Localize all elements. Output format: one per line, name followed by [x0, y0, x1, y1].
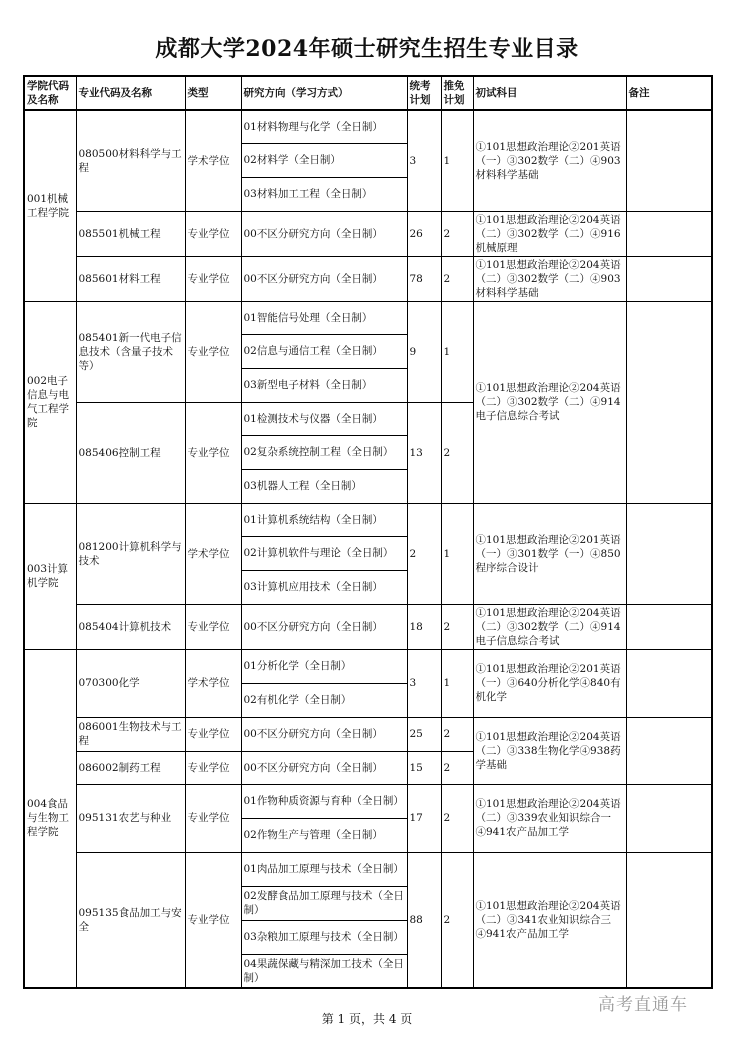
major-cell: 085404计算机技术 — [76, 604, 185, 649]
table-row — [24, 256, 712, 301]
admissions-table — [23, 75, 713, 989]
remark-cell — [626, 649, 712, 717]
major-cell: 085406控制工程 — [76, 402, 185, 503]
direction-cell: 03杂粮加工原理与技术（全日制） — [241, 920, 407, 954]
type-cell: 专业学位 — [185, 717, 241, 751]
direction-cell: 01智能信号处理（全日制） — [241, 301, 407, 334]
col-header-subjects: 初试科目 — [473, 76, 626, 110]
exam-plan-cell: 3 — [407, 110, 441, 211]
subjects-cell: ①101思想政治理论②204英语（二）③339农业知识综合一④941农产品加工学 — [473, 784, 626, 852]
subjects-cell: ①101思想政治理论②204英语（二）③338生物化学④938药学基础 — [473, 717, 626, 784]
type-cell: 专业学位 — [185, 301, 241, 402]
subjects-cell: ①101思想政治理论②204英语（二）③302数学（二）④916机械原理 — [473, 211, 626, 256]
col-header-college: 学院代码及名称 — [24, 76, 76, 110]
major-cell: 086002制药工程 — [76, 751, 185, 784]
college-cell: 003计算机学院 — [24, 503, 76, 649]
exam-plan-cell: 26 — [407, 211, 441, 256]
subjects-cell: ①101思想政治理论②201英语（一）③302数学（二）④903材料科学基础 — [473, 110, 626, 211]
type-cell: 专业学位 — [185, 784, 241, 852]
exam-plan-cell: 17 — [407, 784, 441, 852]
exempt-plan-cell: 1 — [441, 503, 473, 604]
remark-cell — [626, 256, 712, 301]
col-header-exam-plan: 统考计划 — [407, 76, 441, 110]
direction-cell: 02作物生产与管理（全日制） — [241, 818, 407, 852]
table-row — [24, 604, 712, 649]
direction-cell: 01肉品加工原理与技术（全日制） — [241, 852, 407, 886]
major-cell: 095131农艺与种业 — [76, 784, 185, 852]
exam-plan-cell: 78 — [407, 256, 441, 301]
exam-plan-cell: 18 — [407, 604, 441, 649]
type-cell: 学术学位 — [185, 503, 241, 604]
major-cell: 081200计算机科学与技术 — [76, 503, 185, 604]
col-header-major: 专业代码及名称 — [76, 76, 185, 110]
direction-cell: 04果蔬保藏与精深加工技术（全日制） — [241, 954, 407, 988]
table-row — [24, 717, 712, 751]
direction-cell: 00不区分研究方向（全日制） — [241, 604, 407, 649]
remark-cell — [626, 211, 712, 256]
exam-plan-cell: 2 — [407, 503, 441, 604]
type-cell: 专业学位 — [185, 604, 241, 649]
direction-cell: 00不区分研究方向（全日制） — [241, 717, 407, 751]
exempt-plan-cell: 1 — [441, 301, 473, 402]
page-footer: 第 1 页，共 4 页 — [321, 1012, 413, 1026]
remark-cell — [626, 717, 712, 784]
type-cell: 学术学位 — [185, 110, 241, 211]
header-row — [24, 76, 712, 110]
exam-plan-cell: 3 — [407, 649, 441, 717]
remark-cell — [626, 784, 712, 852]
type-cell: 专业学位 — [185, 402, 241, 503]
exam-plan-cell: 13 — [407, 402, 441, 503]
table-row — [24, 503, 712, 536]
direction-cell: 01计算机系统结构（全日制） — [241, 503, 407, 536]
college-cell: 001机械工程学院 — [24, 110, 76, 301]
direction-cell: 03计算机应用技术（全日制） — [241, 570, 407, 604]
major-cell: 080500材料科学与工程 — [76, 110, 185, 211]
direction-cell: 02发酵食品加工原理与技术（全日制） — [241, 886, 407, 920]
exempt-plan-cell: 1 — [441, 110, 473, 211]
exempt-plan-cell: 2 — [441, 784, 473, 852]
direction-cell: 03机器人工程（全日制） — [241, 469, 407, 503]
type-cell: 专业学位 — [185, 256, 241, 301]
major-cell: 095135食品加工与安全 — [76, 852, 185, 988]
direction-cell: 03材料加工工程（全日制） — [241, 177, 407, 211]
college-cell: 004食品与生物工程学院 — [24, 649, 76, 988]
major-cell: 070300化学 — [76, 649, 185, 717]
type-cell: 专业学位 — [185, 211, 241, 256]
exam-plan-cell: 88 — [407, 852, 441, 988]
remark-cell — [626, 604, 712, 649]
exempt-plan-cell: 2 — [441, 751, 473, 784]
major-cell: 085501机械工程 — [76, 211, 185, 256]
direction-cell: 02有机化学（全日制） — [241, 683, 407, 717]
subjects-cell: ①101思想政治理论②204英语（二）③341农业知识综合三④941农产品加工学 — [473, 852, 626, 988]
exam-plan-cell: 9 — [407, 301, 441, 402]
subjects-cell: ①101思想政治理论②201英语（一）③301数学（一）④850程序综合设计 — [473, 503, 626, 604]
exempt-plan-cell: 2 — [441, 211, 473, 256]
exempt-plan-cell: 1 — [441, 649, 473, 717]
table-row — [24, 649, 712, 683]
exempt-plan-cell: 2 — [441, 604, 473, 649]
col-header-type: 类型 — [185, 76, 241, 110]
table-row — [24, 211, 712, 256]
col-header-exempt-plan: 推免计划 — [441, 76, 473, 110]
direction-cell: 02复杂系统控制工程（全日制） — [241, 435, 407, 469]
exam-plan-cell: 15 — [407, 751, 441, 784]
subjects-cell: ①101思想政治理论②201英语（一）③640分析化学④840有机化学 — [473, 649, 626, 717]
col-header-remark: 备注 — [626, 76, 712, 110]
table-row — [24, 852, 712, 886]
subjects-cell: ①101思想政治理论②204英语（二）③302数学（二）④903材料科学基础 — [473, 256, 626, 301]
exam-plan-cell: 25 — [407, 717, 441, 751]
remark-cell — [626, 301, 712, 503]
subjects-cell: ①101思想政治理论②204英语（二）③302数学（二）④914电子信息综合考试 — [473, 604, 626, 649]
direction-cell: 01作物种质资源与育种（全日制） — [241, 784, 407, 818]
direction-cell: 00不区分研究方向（全日制） — [241, 751, 407, 784]
remark-cell — [626, 110, 712, 211]
remark-cell — [626, 503, 712, 604]
subjects-cell: ①101思想政治理论②204英语（二）③302数学（二）④914电子信息综合考试 — [473, 301, 626, 503]
major-cell: 086001生物技术与工程 — [76, 717, 185, 751]
type-cell: 专业学位 — [185, 751, 241, 784]
remark-cell — [626, 852, 712, 988]
direction-cell: 01分析化学（全日制） — [241, 649, 407, 683]
exempt-plan-cell: 2 — [441, 402, 473, 503]
college-cell: 002电子信息与电气工程学院 — [24, 301, 76, 503]
table-row — [24, 301, 712, 334]
major-cell: 085401新一代电子信息技术（含量子技术等） — [76, 301, 185, 402]
direction-cell: 00不区分研究方向（全日制） — [241, 211, 407, 256]
type-cell: 学术学位 — [185, 649, 241, 717]
direction-cell: 00不区分研究方向（全日制） — [241, 256, 407, 301]
direction-cell: 02信息与通信工程（全日制） — [241, 334, 407, 368]
exempt-plan-cell: 2 — [441, 717, 473, 751]
table-row — [24, 784, 712, 818]
direction-cell: 01检测技术与仪器（全日制） — [241, 402, 407, 435]
direction-cell: 01材料物理与化学（全日制） — [241, 110, 407, 143]
page-title: 成都大学2024年硕士研究生招生专业目录 — [155, 36, 579, 62]
type-cell: 专业学位 — [185, 852, 241, 988]
direction-cell: 02材料学（全日制） — [241, 143, 407, 177]
exempt-plan-cell: 2 — [441, 852, 473, 988]
direction-cell: 03新型电子材料（全日制） — [241, 368, 407, 402]
watermark: 高考直通车 — [598, 995, 688, 1015]
col-header-direction: 研究方向（学习方式） — [241, 76, 407, 110]
direction-cell: 02计算机软件与理论（全日制） — [241, 536, 407, 570]
exempt-plan-cell: 2 — [441, 256, 473, 301]
table-row — [24, 110, 712, 143]
major-cell: 085601材料工程 — [76, 256, 185, 301]
